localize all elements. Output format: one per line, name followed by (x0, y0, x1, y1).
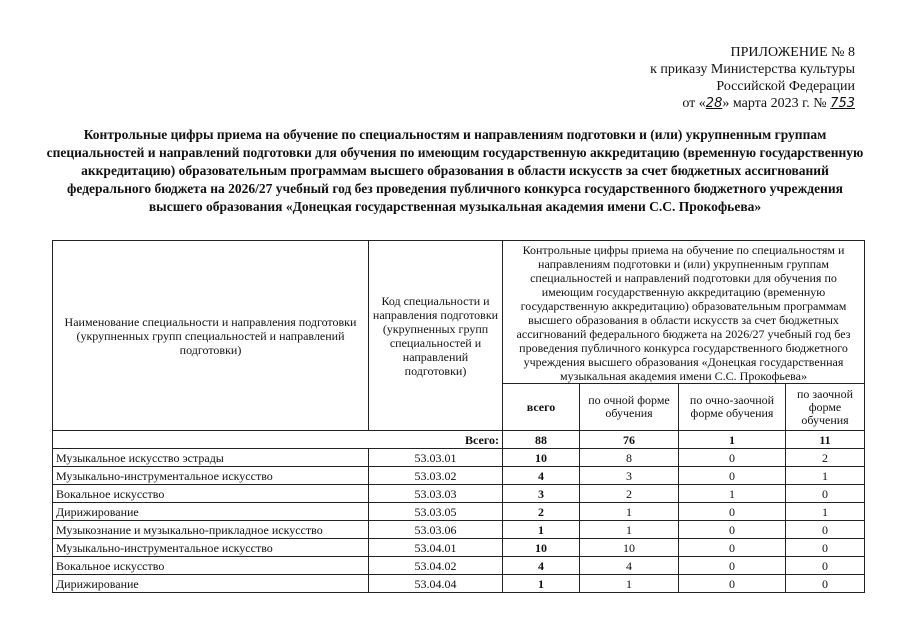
table-row (53, 557, 865, 575)
header-parttime: по заочной форме обучения (786, 384, 865, 431)
header-quota: Контрольные цифры приема на обучение по специальностям и направлениям подготовки и (или) укрупненным группам специальностей и направлений подготовки для обучения по имеющим государственную аккредитацию (временную государственную аккредитацию) образовательным программам высшего образования в области искусств за счет бюджетных ассигнований федерального бюджета на 2026/27 учебный год без проведения публичного конкурса государственного бюджетного учреждения высшего образования «Донецкая государственная музыкальная академия имени С.С. Прокофьева» (503, 241, 865, 384)
row-name: Музыкальное искусство эстрады (53, 449, 369, 467)
order-number: 753 (830, 96, 855, 111)
total-row (53, 431, 865, 449)
row-code: 53.04.01 (369, 539, 503, 557)
row-mixed: 1 (679, 485, 786, 503)
total-fulltime: 76 (580, 431, 679, 449)
row-code: 53.03.06 (369, 521, 503, 539)
row-fulltime: 2 (580, 485, 679, 503)
row-parttime: 0 (786, 557, 865, 575)
row-code: 53.03.05 (369, 503, 503, 521)
row-fulltime: 1 (580, 503, 679, 521)
row-total: 10 (503, 539, 580, 557)
row-parttime: 0 (786, 539, 865, 557)
row-fulltime: 1 (580, 521, 679, 539)
appendix-number: ПРИЛОЖЕНИЕ № 8 (730, 45, 855, 60)
row-name: Вокальное искусство (53, 557, 369, 575)
table-row (53, 575, 865, 593)
row-fulltime: 8 (580, 449, 679, 467)
admission-table (52, 240, 865, 593)
table-row (53, 503, 865, 521)
order-line-2: Российской Федерации (716, 79, 855, 94)
row-parttime: 1 (786, 503, 865, 521)
row-total: 4 (503, 557, 580, 575)
row-code: 53.03.03 (369, 485, 503, 503)
row-mixed: 0 (679, 557, 786, 575)
row-mixed: 0 (679, 539, 786, 557)
table-row (53, 521, 865, 539)
header-name: Наименование специальности и направления подготовки (укрупненных групп специальностей и направлений подготовки) (53, 241, 369, 431)
row-total: 4 (503, 467, 580, 485)
row-parttime: 0 (786, 521, 865, 539)
row-mixed: 0 (679, 575, 786, 593)
date-day: 28 (705, 96, 723, 111)
row-code: 53.04.02 (369, 557, 503, 575)
order-line-1: к приказу Министерства культуры (650, 62, 855, 77)
row-mixed: 0 (679, 503, 786, 521)
row-fulltime: 3 (580, 467, 679, 485)
header-total: всего (503, 384, 580, 431)
row-code: 53.04.04 (369, 575, 503, 593)
row-parttime: 0 (786, 485, 865, 503)
table-row (53, 449, 865, 467)
total-mixed: 1 (679, 431, 786, 449)
header-code: Код специальности и направления подготовки (укрупненных групп специальностей и направлений подготовки) (369, 241, 503, 431)
header-mixed: по очно-заочной форме обучения (679, 384, 786, 431)
row-fulltime: 10 (580, 539, 679, 557)
row-name: Дирижирование (53, 575, 369, 593)
row-fulltime: 1 (580, 575, 679, 593)
row-name: Музыкознание и музыкально-прикладное искусство (53, 521, 369, 539)
total-label: Всего: (53, 431, 503, 449)
row-mixed: 0 (679, 467, 786, 485)
row-parttime: 0 (786, 575, 865, 593)
total-all: 88 (503, 431, 580, 449)
row-name: Музыкально-инструментальное искусство (53, 539, 369, 557)
row-code: 53.03.01 (369, 449, 503, 467)
row-total: 3 (503, 485, 580, 503)
row-code: 53.03.02 (369, 467, 503, 485)
table-row (53, 485, 865, 503)
row-fulltime: 4 (580, 557, 679, 575)
row-total: 10 (503, 449, 580, 467)
row-mixed: 0 (679, 521, 786, 539)
row-parttime: 1 (786, 467, 865, 485)
row-name: Вокальное искусство (53, 485, 369, 503)
row-total: 2 (503, 503, 580, 521)
row-name: Дирижирование (53, 503, 369, 521)
row-mixed: 0 (679, 449, 786, 467)
table-row (53, 467, 865, 485)
header-fulltime: по очной форме обучения (580, 384, 679, 431)
table-row (53, 539, 865, 557)
appendix-header (615, 44, 855, 112)
row-parttime: 2 (786, 449, 865, 467)
row-name: Музыкально-инструментальное искусство (53, 467, 369, 485)
order-date-line (615, 95, 855, 112)
document-title: Контрольные цифры приема на обучение по специальностям и направлениям подготовки и (или) укрупненным группам специальностей и направлений подготовки для обучения по имеющим государственную аккредитацию (временную государственную аккредитацию) образовательным программам высшего образования в области искусств за счет бюджетных ассигнований федерального бюджета на 2026/27 учебный год без проведения публичного конкурса государственного бюджетного учреждения высшего образования «Донецкая государственная музыкальная академия имени С.С. Прокофьева» (46, 127, 864, 214)
total-parttime: 11 (786, 431, 865, 449)
date-middle: » марта 2023 г. № (722, 96, 831, 111)
table-header-row (53, 241, 865, 384)
row-total: 1 (503, 575, 580, 593)
date-prefix: от « (682, 96, 706, 111)
row-total: 1 (503, 521, 580, 539)
